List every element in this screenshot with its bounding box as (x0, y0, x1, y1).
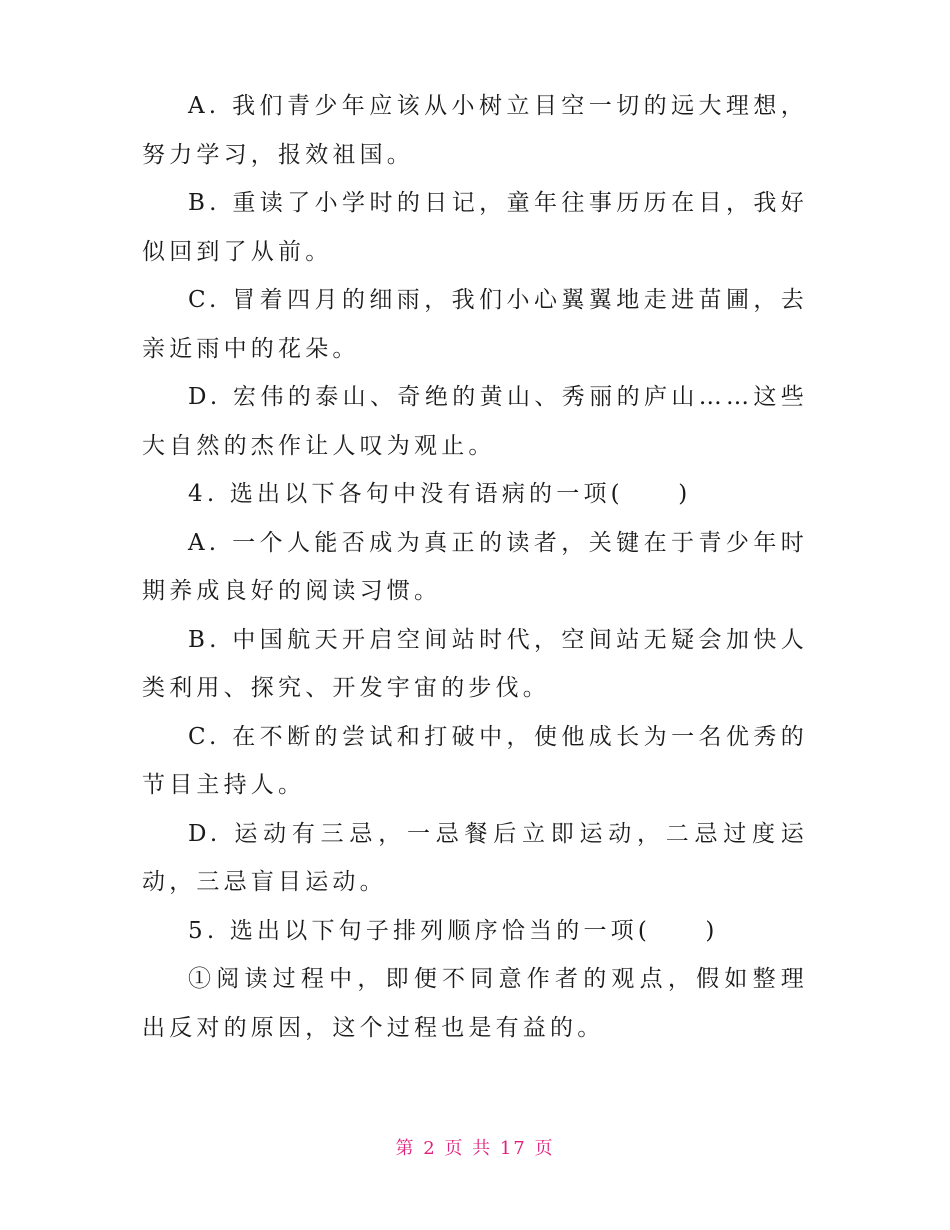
option-a-q3: A. 我们青少年应该从小树立目空一切的远大理想，努力学习，报效祖国。 (142, 93, 808, 168)
question-5: 5. 选出以下句子排列顺序恰当的一项( ) (188, 917, 719, 944)
sentence-1-q5: ①阅读过程中，即便不同意作者的观点，假如整理出反对的原因，这个过程也是有益的。 (142, 966, 808, 1041)
option-d-q3: D. 宏伟的泰山、奇绝的黄山、秀丽的庐山……这些大自然的杰作让人叹为观止。 (142, 384, 808, 459)
option-c-q4: C. 在不断的尝试和打破中，使他成长为一名优秀的节目主持人。 (142, 723, 808, 798)
option-b-q3: B. 重读了小学时的日记，童年往事历历在目，我好似回到了从前。 (142, 190, 808, 265)
page-content (142, 82, 808, 1052)
option-d-q4: D. 运动有三忌，一忌餐后立即运动，二忌过度运动，三忌盲目运动。 (142, 820, 808, 895)
option-a-q4: A. 一个人能否成为真正的读者，关键在于青少年时期养成良好的阅读习惯。 (142, 529, 808, 604)
question-4: 4. 选出以下各句中没有语病的一项( ) (188, 481, 692, 507)
option-c-q3: C. 冒着四月的细雨，我们小心翼翼地走进苗圃，去亲近雨中的花朵。 (142, 287, 808, 362)
option-b-q4: B. 中国航天开启空间站时代，空间站无疑会加快人类利用、探究、开发宇宙的步伐。 (142, 626, 808, 701)
page-number-footer: 第 2 页 共 17 页 (395, 1138, 555, 1159)
